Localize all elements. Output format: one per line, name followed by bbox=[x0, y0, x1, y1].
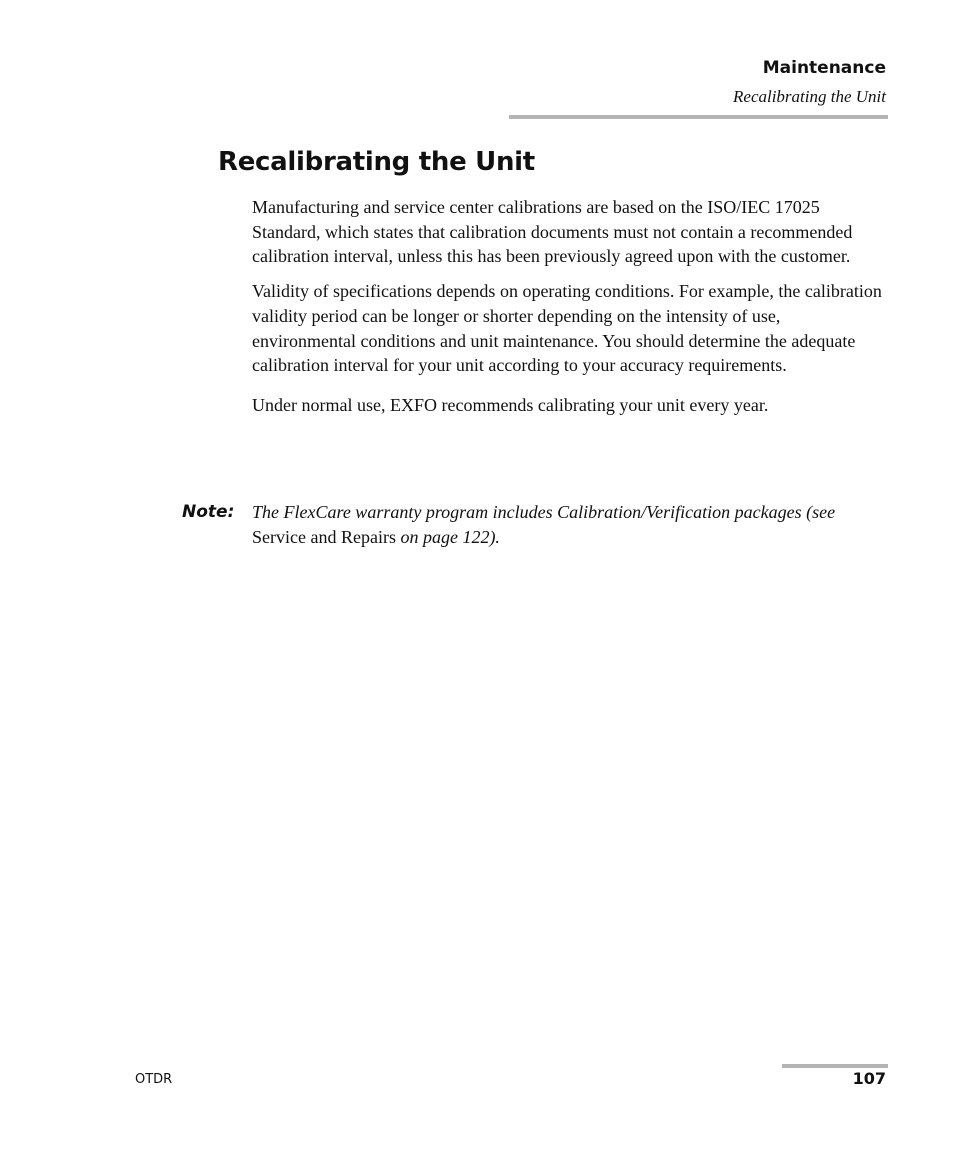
note-label: Note: bbox=[182, 502, 235, 522]
paragraph-2: Validity of specifications depends on operating conditions. For example, the calibration validity period can be longer or shorter depending on the intensity of use, environmental conditions and unit maintenance. You should determine the adequate calibration interval for your unit according to your accuracy requirements. bbox=[252, 281, 882, 376]
paragraph-1: Manufacturing and service center calibrations are based on the ISO/IEC 17025 Standard, which states that calibration documents must not contain a recommended calibration interval, unless this has been previously agreed upon with the customer. bbox=[252, 197, 853, 267]
paragraph-3: Under normal use, EXFO recommends calibrating your unit every year. bbox=[252, 394, 769, 415]
running-head bbox=[733, 56, 886, 109]
running-head-section: Recalibrating the Unit bbox=[733, 87, 886, 106]
header-rule bbox=[509, 115, 888, 119]
body-text bbox=[252, 195, 888, 418]
page-title: Recalibrating the Unit bbox=[218, 147, 535, 177]
note-text bbox=[252, 500, 888, 550]
running-head-chapter: Maintenance bbox=[762, 58, 886, 78]
footer-rule bbox=[782, 1064, 888, 1068]
note-text-before: The FlexCare warranty program includes Calibration/Verification packages (see bbox=[252, 502, 836, 522]
footer-product: OTDR bbox=[135, 1072, 173, 1087]
note-text-after: on page 122). bbox=[395, 527, 500, 547]
page-number: 107 bbox=[852, 1069, 886, 1088]
service-and-repairs-link[interactable]: Service and Repairs bbox=[252, 527, 396, 547]
